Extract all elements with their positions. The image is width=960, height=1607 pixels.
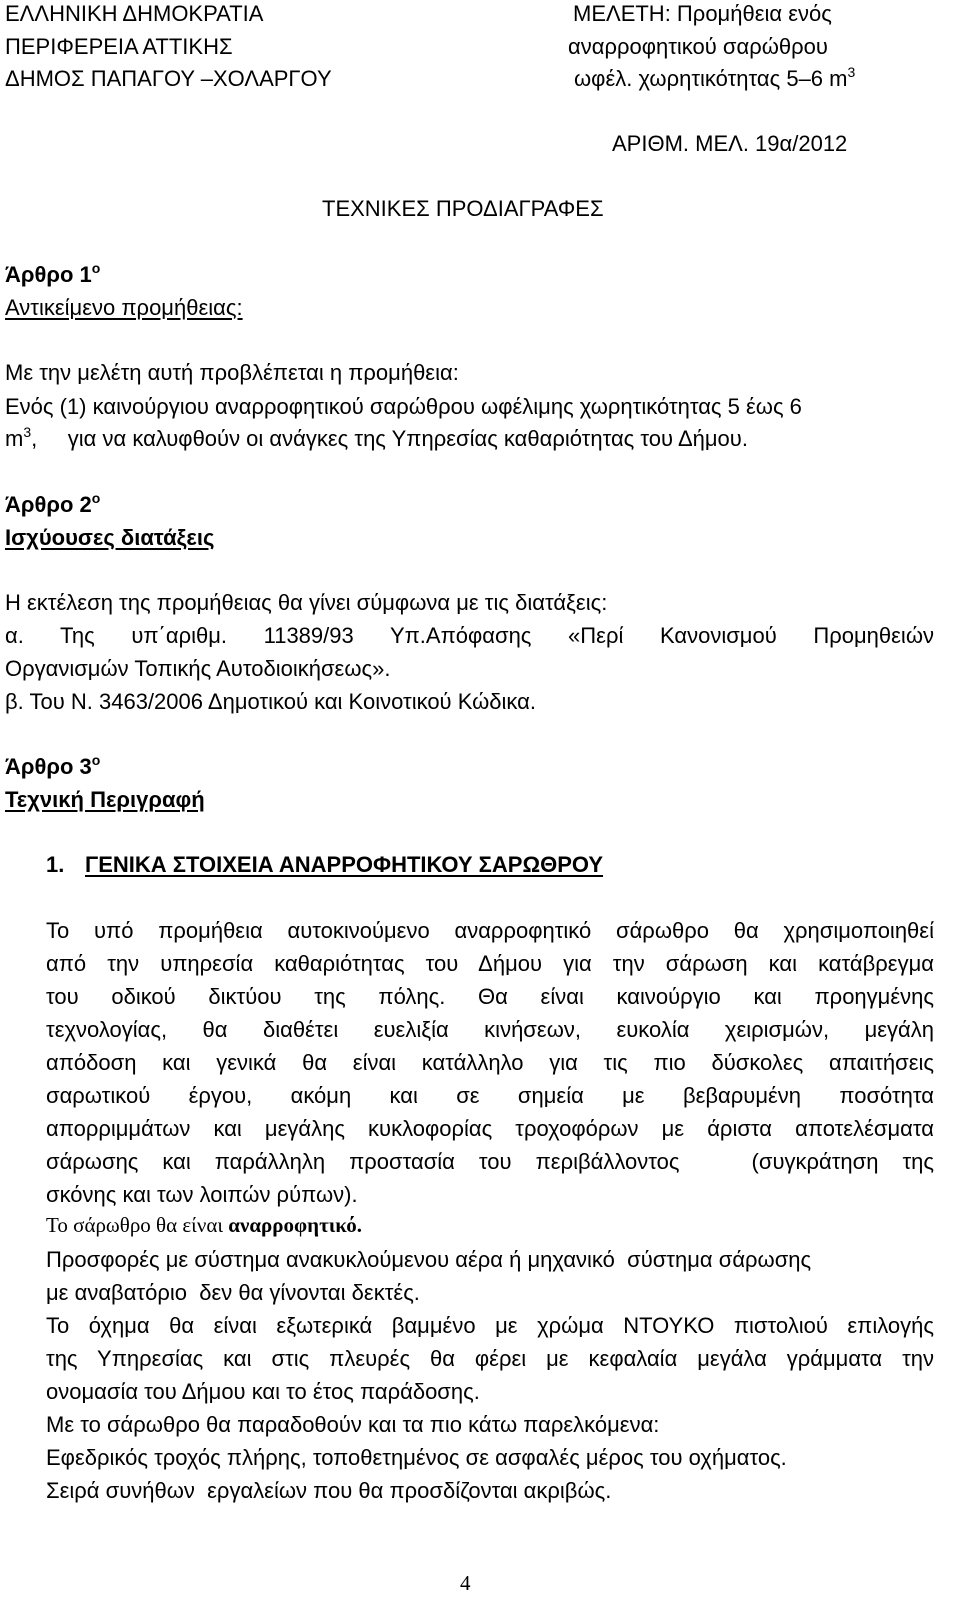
- article-1-subtitle: Αντικείμενο προμήθειας:: [5, 295, 243, 320]
- paragraph-line: με αναβατόριο δεν θα γίνονται δεκτές.: [46, 1280, 420, 1305]
- article-1-line: $m^3$, για να καλυφθούν οι ανάγκες της Υπηρεσίας καθαριότητας του Δήμου.: [5, 424, 748, 451]
- paragraph-line: του οδικού δικτύου της πόλης. Θα είναι καινούργιο και προηγμένης: [46, 984, 934, 1009]
- section-title: ΓΕΝΙΚΑ ΣΤΟΙΧΕΙΑ ΑΝΑΡΡΟΦΗΤΙΚΟΥ ΣΑΡΩΘΡΟΥ: [85, 852, 604, 877]
- article-3-subtitle: Τεχνική Περιγραφή: [5, 787, 205, 812]
- paragraph-line: Προσφορές με σύστημα ανακυκλούμενου αέρα ή μηχανικό σύστημα σάρωσης: [46, 1247, 812, 1272]
- article-2-line: β. Του Ν. 3463/2006 Δημοτικού και Κοινοτικού Κώδικα.: [5, 689, 536, 714]
- article-2-line: Η εκτέλεση της προμήθειας θα γίνει σύμφωνα με τις διατάξεις:: [5, 590, 608, 615]
- paragraph-line: Με το σάρωθρο θα παραδοθούν και τα πιο κάτω παρελκόμενα:: [46, 1412, 660, 1437]
- section-number: 1.: [46, 852, 65, 877]
- paragraph-line: απόδοση και γενικά θα είναι κατάλληλο για τις πιο δύσκολες απαιτήσεις: [46, 1050, 934, 1075]
- paragraph-line: σαρωτικού έργου, ακόμη και σε σημεία με βεβαρυμένη ποσότητα: [46, 1083, 934, 1108]
- paragraph-line: απορριμμάτων και μεγάλης κυκλοφορίας τροχοφόρων με άριστα αποτελέσματα: [46, 1116, 934, 1141]
- article-2-line: Οργανισμών Τοπικής Αυτοδιοικήσεως».: [5, 656, 391, 681]
- article-3-heading: Άρθρο $3^o$: [5, 752, 101, 779]
- header-study-title: ΜΕΛΕΤΗ: Προμήθεια ενός: [573, 1, 832, 26]
- header-study-subtitle: αναρροφητικού σαρώθρου: [568, 34, 828, 59]
- page-title: ΤΕΧΝΙΚΕΣ ΠΡΟΔΙΑΓΡΑΦΕΣ: [322, 196, 604, 221]
- paragraph-line: της Υπηρεσίας και στις πλευρές θα φέρει με κεφαλαία μεγάλα γράμματα την: [46, 1346, 934, 1371]
- article-2-heading: Άρθρο $2^o$: [5, 490, 101, 517]
- header-municipality: ΔΗΜΟΣ ΠΑΠΑΓΟΥ –ΧΟΛΑΡΓΟΥ: [5, 66, 332, 91]
- article-1-line: Ενός (1) καινούργιου αναρροφητικού σαρώθρου ωφέλιμης χωρητικότητας 5 έως 6: [5, 394, 802, 419]
- paragraph-line: ονομασία του Δήμου και το έτος παράδοσης.: [46, 1379, 480, 1404]
- article-1-line: Με την μελέτη αυτή προβλέπεται η προμήθεια:: [5, 360, 459, 385]
- paragraph-line: σάρωσης και παράλληλη προστασία του περιβάλλοντος (συγκράτηση της: [46, 1149, 934, 1174]
- header-study-number: ΑΡΙΘΜ. ΜΕΛ. 19α/2012: [612, 131, 848, 156]
- header-study-capacity: ωφέλ. χωρητικότητας 5–6 $m^3$: [574, 64, 856, 91]
- paragraph-line: Το υπό προμήθεια αυτοκινούμενο αναρροφητικό σάρωθρο θα χρησιμοποιηθεί: [46, 918, 934, 943]
- paragraph-line: τεχνολογίας, θα διαθέτει ευελιξία κινήσεων, ευκολία χειρισμών, μεγάλη: [46, 1017, 934, 1042]
- header-country: ΕΛΛΗΝΙΚΗ ΔΗΜΟΚΡΑΤΙΑ: [5, 1, 264, 26]
- paragraph-line: Το όχημα θα είναι εξωτερικά βαμμένο με χρώμα ΝΤΟΥΚΟ πιστολιού επιλογής: [46, 1313, 934, 1338]
- paragraph-line: από την υπηρεσία καθαριότητας του Δήμου για την σάρωση και κατάβρεγμα: [46, 951, 934, 976]
- article-1-heading: Άρθρο $1^o$: [5, 260, 101, 287]
- article-2-subtitle: Ισχύουσες διατάξεις: [5, 525, 215, 550]
- article-2-line: α. Της υπ΄αριθμ. 11389/93 Υπ.Απόφασης «Περί Κανονισμού Προμηθειών: [5, 623, 934, 648]
- list-item: Σειρά συνήθων εργαλείων που θα προσδίζονται ακριβώς.: [46, 1478, 612, 1503]
- suction-statement: Το σάρωθρο θα είναι αναρροφητικό.: [46, 1213, 363, 1237]
- paragraph-line: σκόνης και των λοιπών ρύπων).: [46, 1182, 358, 1207]
- header-region: ΠΕΡΙΦΕΡΕΙΑ ΑΤΤΙΚΗΣ: [5, 34, 233, 59]
- list-item: Εφεδρικός τροχός πλήρης, τοποθετημένος σε ασφαλές μέρος του οχήματος.: [46, 1445, 787, 1470]
- page-number: 4: [460, 1571, 471, 1595]
